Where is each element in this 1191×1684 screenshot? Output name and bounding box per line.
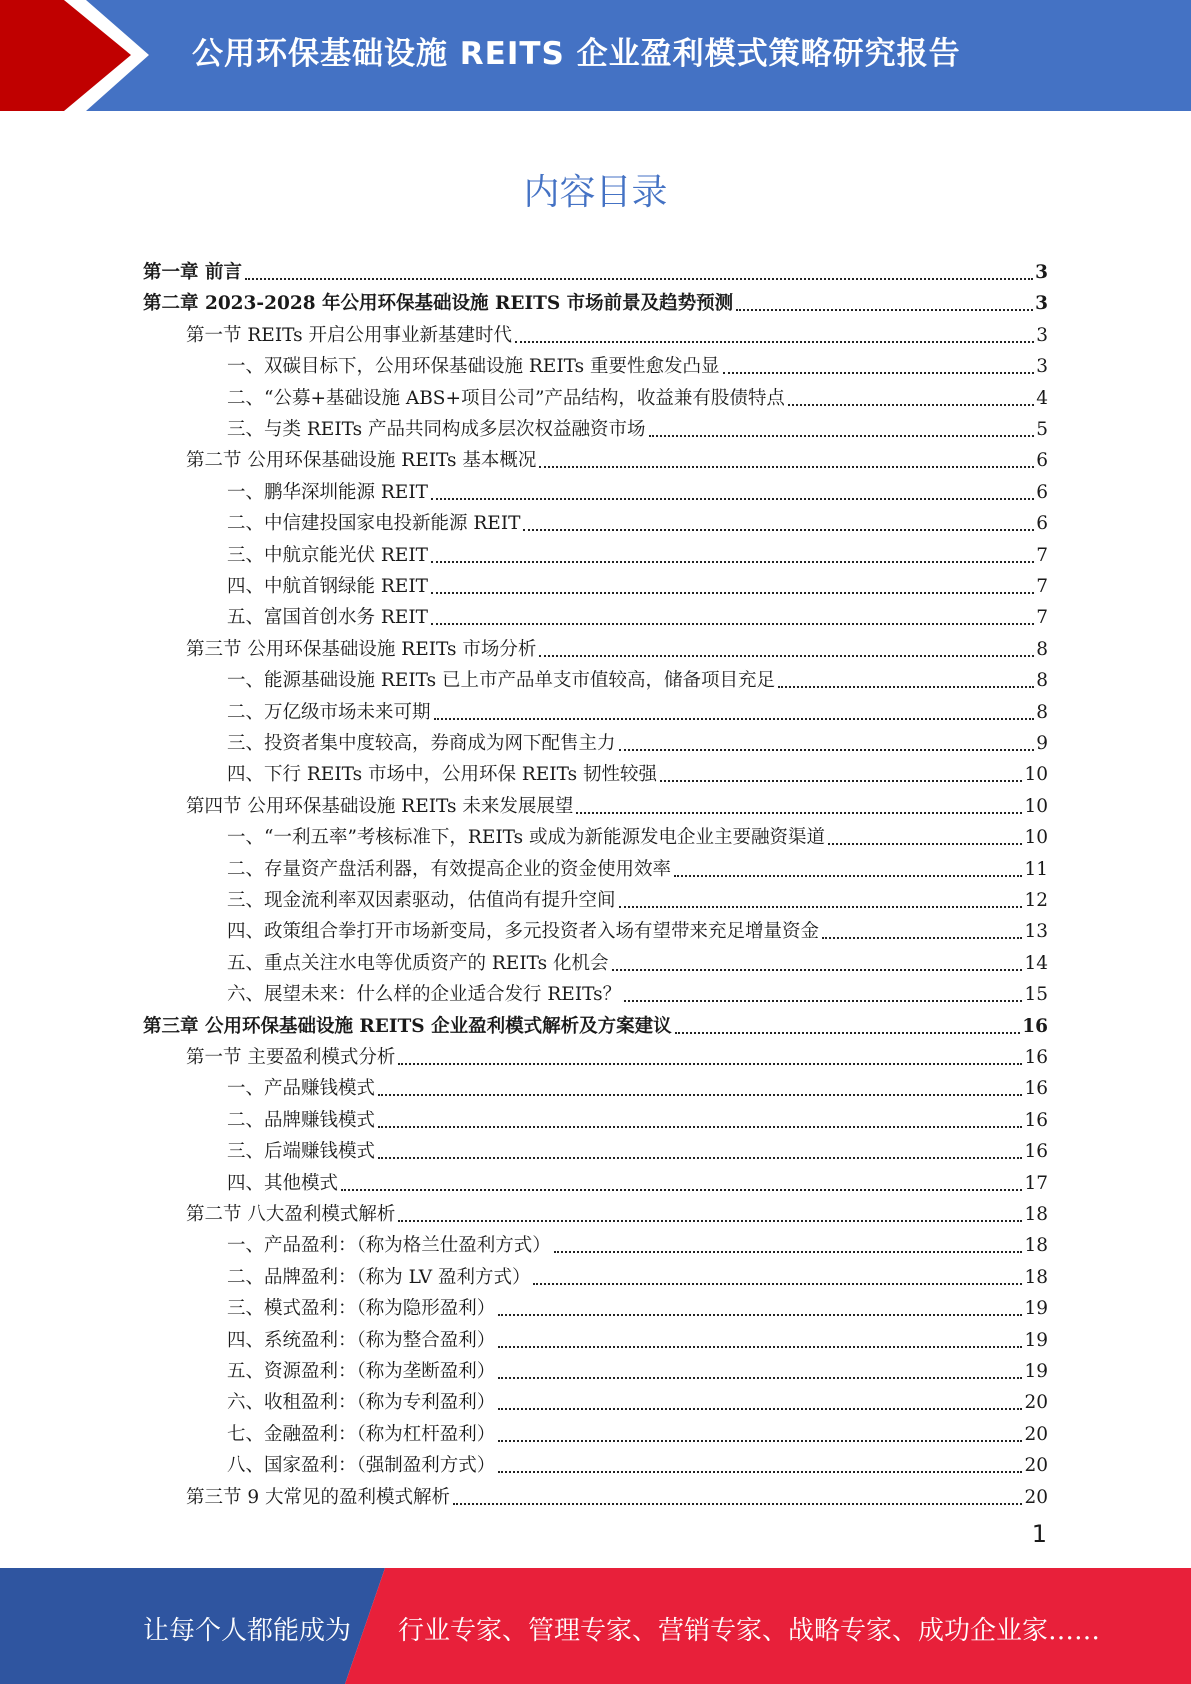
toc-entry-page: 7	[1036, 544, 1048, 566]
toc-entry[interactable]	[227, 568, 1048, 598]
toc-entry[interactable]	[227, 1322, 1048, 1352]
toc-entry-title: 二、“公募+基础设施 ABS+项目公司”产品结构，收益兼有股债特点	[227, 387, 785, 409]
toc-leader-dots	[619, 749, 1035, 751]
toc-leader-dots	[498, 1471, 1022, 1473]
toc-entry[interactable]	[227, 1290, 1048, 1320]
toc-entry[interactable]	[186, 442, 1048, 472]
toc-entry-page: 15	[1024, 984, 1048, 1006]
toc-heading: 内容目录	[523, 172, 668, 213]
toc-entry-page: 10	[1024, 764, 1048, 786]
toc-leader-dots	[828, 843, 1022, 845]
toc-leader-dots	[431, 623, 1034, 625]
page-number: 1	[1031, 1520, 1047, 1548]
toc-entry[interactable]	[227, 725, 1048, 755]
toc-leader-dots	[624, 1000, 1022, 1002]
toc-entry-page: 4	[1036, 387, 1048, 409]
toc-entry-title: 二、中信建投国家电投新能源 REIT	[227, 513, 521, 535]
toc-entry-page: 19	[1024, 1329, 1048, 1351]
toc-leader-dots	[576, 812, 1022, 814]
toc-entry-title: 二、存量资产盘活利器，有效提高企业的资金使用效率	[227, 858, 672, 880]
toc-entry[interactable]	[186, 317, 1048, 347]
toc-entry[interactable]	[143, 254, 1048, 284]
toc-entry-page: 6	[1036, 450, 1048, 472]
toc-entry-title: 一、能源基础设施 REITs 已上市产品单支市值较高，储备项目充足	[227, 670, 775, 692]
toc-entry-title: 三、模式盈利：（称为隐形盈利）	[227, 1298, 496, 1320]
toc-entry-page: 16	[1022, 1015, 1048, 1037]
toc-entry-title: 第二节 八大盈利模式解析	[186, 1204, 396, 1225]
toc-entry-title: 三、后端赚钱模式	[227, 1141, 376, 1163]
toc-entry-title: 一、产品盈利：（称为格兰仕盈利方式）	[227, 1235, 551, 1257]
toc-leader-dots	[515, 341, 1034, 343]
page-footer	[0, 1568, 1191, 1684]
footer-slogan-left: 让每个人都能成为	[143, 1616, 352, 1646]
footer-slogan-right: 行业专家、管理专家、营销专家、战略专家、成功企业家……	[398, 1616, 1101, 1646]
toc-entry[interactable]	[227, 756, 1048, 786]
toc-entry-page: 20	[1024, 1392, 1048, 1414]
toc-leader-dots	[539, 466, 1034, 468]
toc-entry-page: 14	[1024, 952, 1048, 974]
toc-entry[interactable]	[227, 348, 1048, 378]
toc-entry-page: 17	[1024, 1172, 1048, 1194]
toc-entry-page: 11	[1024, 858, 1048, 880]
toc-entry-title: 第三章 公用环保基础设施 REITS 企业盈利模式解析及方案建议	[143, 1015, 672, 1037]
toc-entry[interactable]	[227, 1447, 1048, 1477]
toc-leader-dots	[431, 498, 1034, 500]
toc-entry-title: 五、重点关注水电等优质资产的 REITs 化机会	[227, 952, 609, 974]
toc-leader-dots	[378, 1157, 1022, 1159]
toc-entry-title: 三、与类 REITs 产品共同构成多层次权益融资市场	[227, 419, 646, 440]
toc-leader-dots	[674, 875, 1022, 877]
toc-entry[interactable]	[227, 599, 1048, 629]
toc-entry[interactable]	[143, 285, 1048, 315]
toc-entry-page: 3	[1035, 293, 1048, 315]
toc-entry-page: 13	[1024, 921, 1048, 943]
toc-entry-title: 一、产品赚钱模式	[227, 1078, 376, 1100]
toc-entry-page: 20	[1024, 1423, 1048, 1445]
toc-entry-title: 第三节 公用环保基础设施 REITs 市场分析	[186, 638, 537, 660]
toc-leader-dots	[398, 1063, 1022, 1065]
toc-entry[interactable]	[227, 537, 1048, 567]
toc-entry-page: 18	[1024, 1204, 1048, 1225]
toc-entry-page: 3	[1036, 324, 1048, 346]
toc-entry-title: 第四节 公用环保基础设施 REITs 未来发展展望	[186, 795, 574, 817]
toc-entry-page: 20	[1024, 1455, 1048, 1477]
toc-entry-title: 一、双碳目标下，公用环保基础设施 REITs 重要性愈发凸显	[227, 356, 720, 378]
toc-leader-dots	[498, 1346, 1022, 1348]
toc-leader-dots	[431, 561, 1034, 563]
toc-entry-title: 四、中航首钢绿能 REIT	[227, 576, 428, 597]
toc-entry-title: 第三节 9 大常见的盈利模式解析	[186, 1486, 451, 1508]
toc-entry-page: 8	[1036, 701, 1048, 723]
toc-entry[interactable]	[227, 380, 1048, 410]
toc-leader-dots	[788, 404, 1034, 406]
toc-entry-title: 一、“一利五率”考核标准下，REITs 或成为新能源发电企业主要融资渠道	[227, 827, 826, 849]
toc-leader-dots	[245, 278, 1033, 280]
toc-entry-title: 八、国家盈利：（强制盈利方式）	[227, 1455, 496, 1477]
toc-entry-page: 9	[1036, 733, 1048, 754]
toc-entry[interactable]	[227, 882, 1048, 912]
toc-entry[interactable]	[227, 913, 1048, 943]
toc-leader-dots	[778, 686, 1034, 688]
toc-leader-dots	[498, 1440, 1022, 1442]
toc-entry-page: 10	[1024, 795, 1048, 817]
toc-entry-title: 第一章 前言	[143, 262, 242, 283]
toc-entry-title: 三、中航京能光伏 REIT	[227, 544, 428, 566]
toc-entry-title: 二、品牌盈利：（称为 LV 盈利方式）	[227, 1266, 531, 1288]
toc-leader-dots	[498, 1408, 1022, 1410]
toc-entry-page: 12	[1024, 890, 1048, 911]
toc-entry-page: 3	[1036, 356, 1048, 378]
toc-entry[interactable]	[227, 1102, 1048, 1132]
toc-entry-title: 三、现金流利率双因素驱动，估值尚有提升空间	[227, 890, 616, 911]
toc-entry-page: 5	[1036, 419, 1048, 440]
toc-entry-page: 18	[1024, 1235, 1048, 1257]
toc-leader-dots	[533, 1283, 1022, 1285]
toc-entry-page: 7	[1036, 607, 1048, 629]
toc-leader-dots	[498, 1377, 1022, 1379]
toc-leader-dots	[736, 309, 1033, 311]
toc-entry-title: 二、万亿级市场未来可期	[227, 701, 431, 723]
toc-entry[interactable]	[227, 976, 1048, 1006]
toc-entry-title: 二、品牌赚钱模式	[227, 1109, 376, 1131]
toc-leader-dots	[554, 1251, 1023, 1253]
toc-leader-dots	[649, 435, 1035, 437]
page-header	[0, 0, 1191, 111]
toc-entry-title: 五、资源盈利：（称为垄断盈利）	[227, 1361, 496, 1382]
toc-leader-dots	[612, 969, 1023, 971]
toc-entry[interactable]	[227, 694, 1048, 724]
toc-leader-dots	[723, 372, 1035, 374]
toc-entry[interactable]	[227, 819, 1048, 849]
toc-entry-title: 第一节 主要盈利模式分析	[186, 1047, 396, 1068]
toc-entry-page: 16	[1024, 1141, 1048, 1163]
toc-entry-title: 第二章 2023-2028 年公用环保基础设施 REITS 市场前景及趋势预测	[143, 293, 734, 315]
toc-entry[interactable]	[227, 1165, 1048, 1195]
toc-entry[interactable]	[227, 474, 1048, 504]
toc-entry[interactable]	[227, 1416, 1048, 1446]
toc-entry-title: 七、金融盈利：（称为杠杆盈利）	[227, 1423, 496, 1445]
toc-entry-page: 19	[1024, 1298, 1048, 1320]
toc-entry-title: 第一节 REITs 开启公用事业新基建时代	[186, 324, 512, 346]
toc-entry[interactable]	[186, 788, 1048, 818]
toc-leader-dots	[431, 592, 1034, 594]
toc-entry[interactable]	[227, 1227, 1048, 1257]
toc-entry-page: 20	[1024, 1486, 1048, 1508]
toc-entry-title: 第二节 公用环保基础设施 REITs 基本概况	[186, 450, 537, 472]
toc-leader-dots	[341, 1189, 1022, 1191]
toc-entry-title: 四、政策组合拳打开市场新变局，多元投资者入场有望带来充足增量资金	[227, 921, 820, 943]
toc-entry-page: 7	[1036, 576, 1048, 597]
toc-entry[interactable]	[227, 1133, 1048, 1163]
toc-entry-page: 8	[1036, 670, 1048, 692]
toc-entry-page: 6	[1036, 481, 1048, 503]
toc-entry[interactable]	[227, 1384, 1048, 1414]
toc-entry-title: 四、系统盈利：（称为整合盈利）	[227, 1329, 496, 1351]
toc-entry[interactable]	[227, 945, 1048, 975]
toc-entry-title: 三、投资者集中度较高，券商成为网下配售主力	[227, 733, 616, 754]
toc-entry-page: 16	[1024, 1109, 1048, 1131]
toc-entry[interactable]	[227, 1259, 1048, 1289]
toc-entry[interactable]	[227, 1070, 1048, 1100]
toc-entry[interactable]	[186, 1196, 1048, 1226]
toc-entry[interactable]	[186, 1479, 1048, 1509]
toc-leader-dots	[822, 937, 1022, 939]
toc-entry-title: 五、富国首创水务 REIT	[227, 607, 428, 629]
toc-entry-title: 六、展望未来：什么样的企业适合发行 REITs？	[227, 984, 622, 1006]
toc-entry-page: 19	[1024, 1361, 1048, 1382]
report-title: 公用环保基础设施 REITS 企业盈利模式策略研究报告	[192, 36, 961, 72]
toc-entry[interactable]	[227, 662, 1048, 692]
toc-entry[interactable]	[143, 1008, 1048, 1038]
toc-leader-dots	[434, 718, 1035, 720]
toc-entry-page: 10	[1024, 827, 1048, 849]
toc-entry-page: 16	[1024, 1047, 1048, 1068]
toc-leader-dots	[619, 906, 1023, 908]
toc-entry-page: 3	[1035, 262, 1048, 283]
toc-entry[interactable]	[186, 631, 1048, 661]
toc-entry-title: 六、收租盈利：（称为专利盈利）	[227, 1392, 496, 1414]
toc-entry[interactable]	[227, 411, 1048, 441]
toc-entry-page: 18	[1024, 1266, 1048, 1288]
toc-entry-title: 一、鹏华深圳能源 REIT	[227, 481, 428, 503]
toc-entry-title: 四、其他模式	[227, 1172, 339, 1194]
toc-entry[interactable]	[227, 851, 1048, 881]
toc-leader-dots	[660, 780, 1022, 782]
toc-leader-dots	[675, 1032, 1021, 1034]
toc-entry[interactable]	[227, 1353, 1048, 1383]
toc-leader-dots	[453, 1503, 1022, 1505]
toc-entry[interactable]	[227, 505, 1048, 535]
toc-entry-page: 16	[1024, 1078, 1048, 1100]
toc-leader-dots	[523, 529, 1034, 531]
toc-leader-dots	[539, 655, 1034, 657]
toc-leader-dots	[398, 1220, 1022, 1222]
toc-leader-dots	[498, 1314, 1022, 1316]
toc-entry-page: 8	[1036, 638, 1048, 660]
toc-entry-title: 四、下行 REITs 市场中，公用环保 REITs 韧性较强	[227, 764, 657, 786]
toc-leader-dots	[378, 1094, 1022, 1096]
toc-entry[interactable]	[186, 1039, 1048, 1069]
toc-entry-page: 6	[1036, 513, 1048, 535]
toc-leader-dots	[378, 1126, 1022, 1128]
